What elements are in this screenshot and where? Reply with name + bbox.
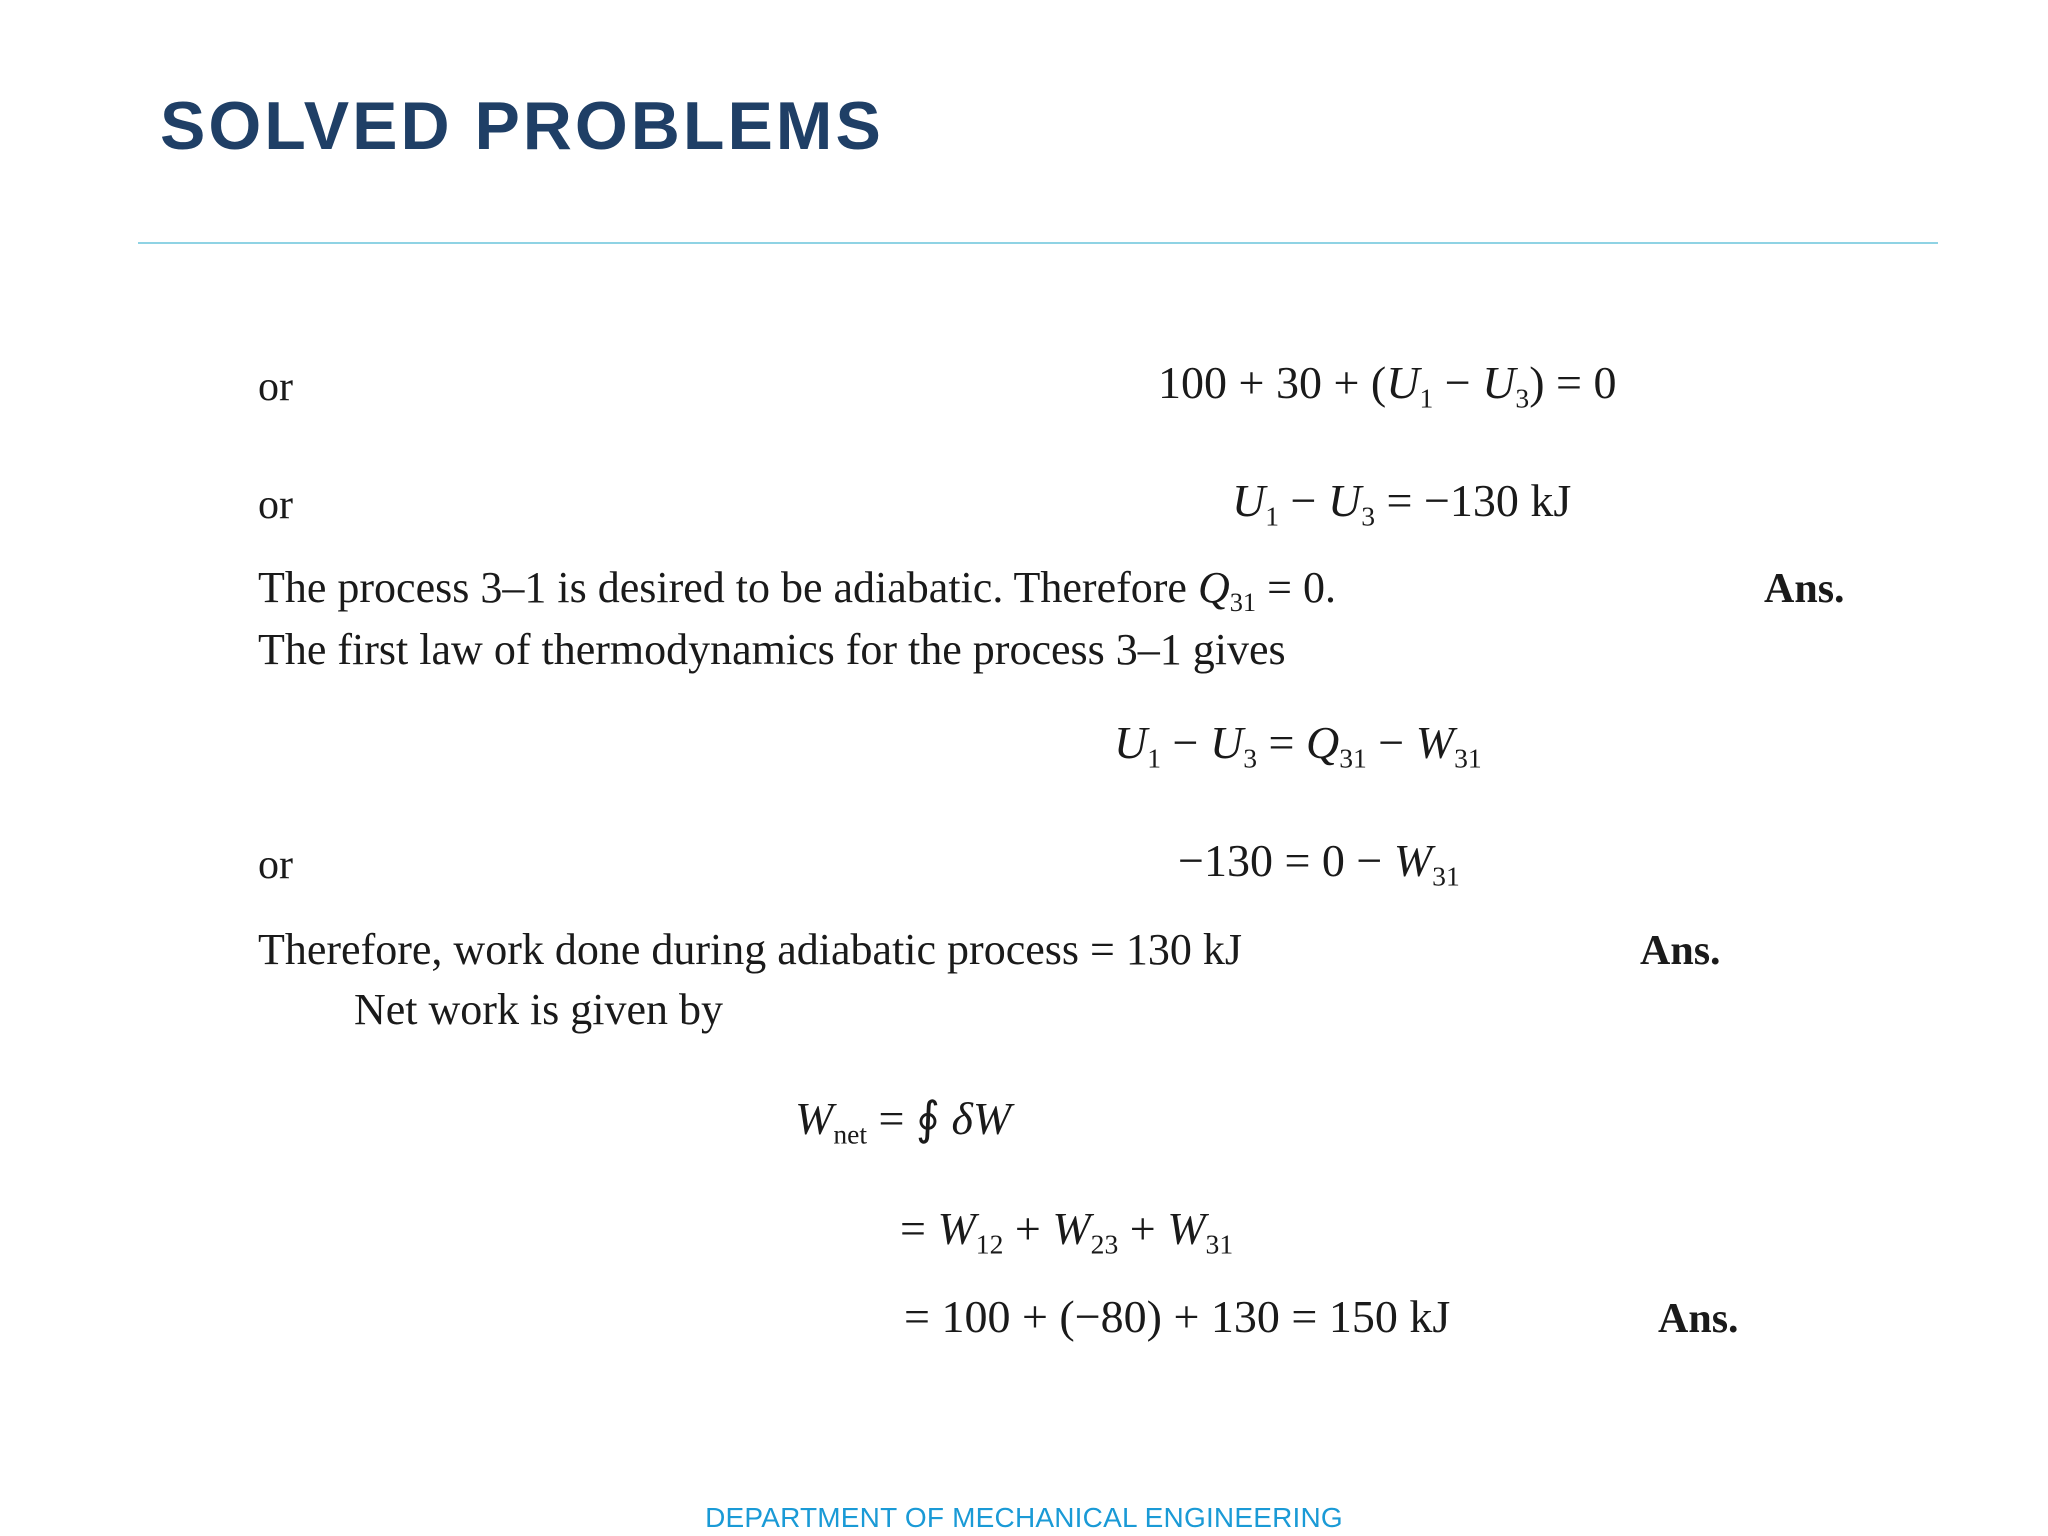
equation-net-work-result: = 100 + (−80) + 130 = 150 kJ xyxy=(904,1291,1451,1342)
adiabatic-statement: The process 3–1 is desired to be adiabatic. Therefore $Q_{31} = 0$. xyxy=(258,563,1336,618)
title-divider xyxy=(138,242,1938,244)
ans-label-2: Ans. xyxy=(1640,928,1721,974)
equation-first-law: $U_1 - U_3 = Q_{31} - W_{31}$ xyxy=(1114,717,1482,774)
or-label-3: or xyxy=(258,842,293,888)
or-label-2: or xyxy=(258,482,293,528)
ans-label-3: Ans. xyxy=(1658,1296,1739,1342)
adiabatic-work-statement: Therefore, work done during adiabatic process = 130 kJ xyxy=(258,925,1242,974)
equation-net-work-integral: $W_{net}$ = ∮ δW xyxy=(795,1093,1012,1150)
equation-internal-energy: $U_1 - U_3 = -130$ kJ xyxy=(1232,475,1572,532)
footer-department: DEPARTMENT OF MECHANICAL ENGINEERING xyxy=(705,1502,1343,1533)
net-work-statement: Net work is given by xyxy=(354,985,724,1034)
equation-energy-balance: $100 + 30 + (U_1 - U_3) = 0$ xyxy=(1158,357,1617,414)
equation-net-work-sum: = $W_{12} + W_{23} + W_{31}$ xyxy=(900,1203,1234,1260)
or-label-1: or xyxy=(258,364,293,410)
first-law-statement: The first law of thermodynamics for the process 3–1 gives xyxy=(258,625,1286,674)
equation-work-31: $-130 = 0 - W_{31}$ xyxy=(1178,835,1460,892)
slide-title: SOLVED PROBLEMS xyxy=(160,88,884,164)
ans-label-1: Ans. xyxy=(1764,566,1845,612)
